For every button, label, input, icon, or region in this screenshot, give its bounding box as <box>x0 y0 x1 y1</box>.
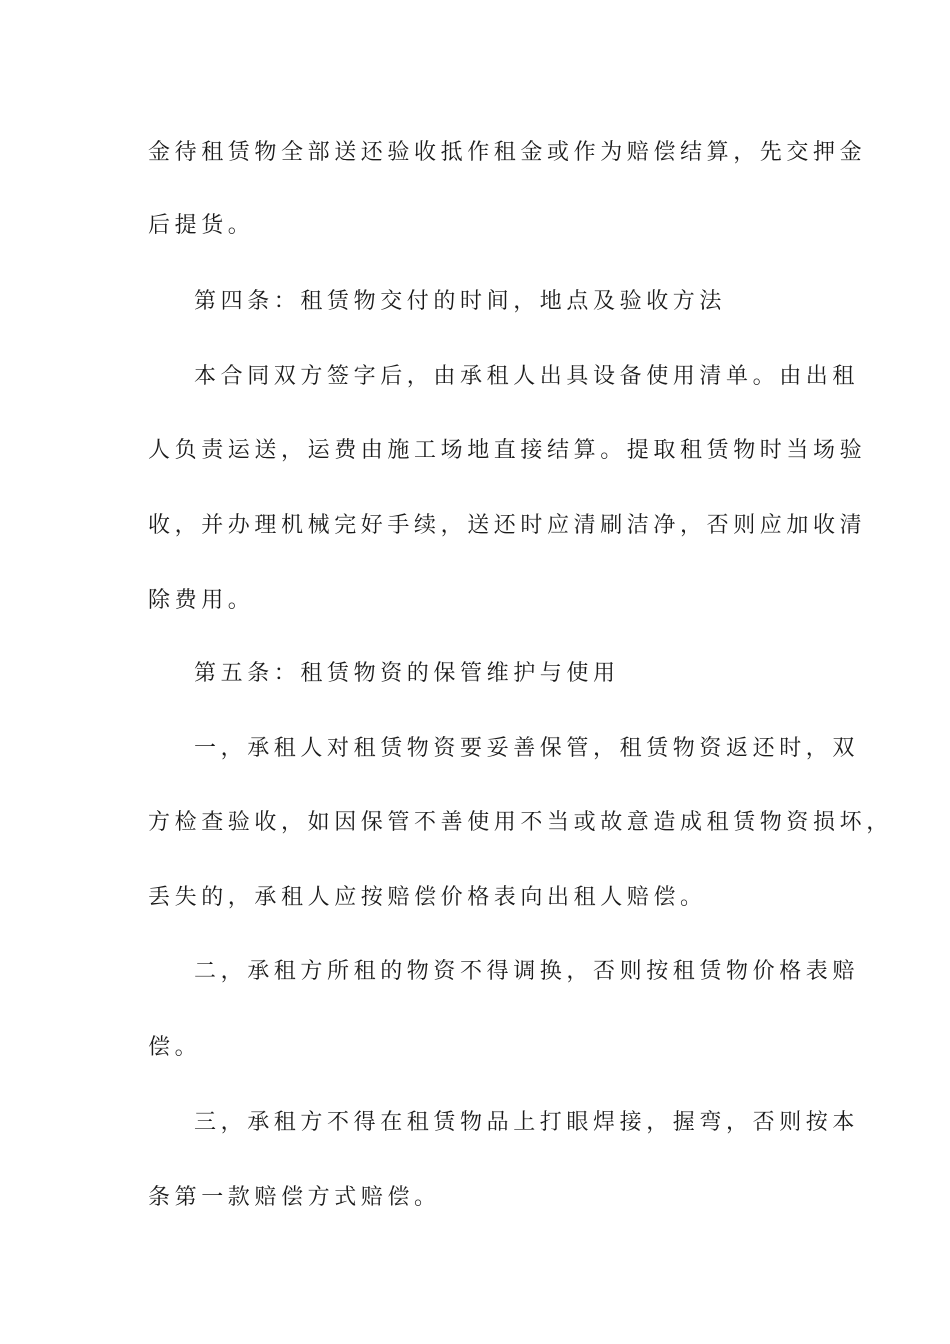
paragraph-line: 收，并办理机械完好手续，送还时应清刷洁净，否则应加收清 <box>148 513 867 538</box>
paragraph-line: 金待租赁物全部送还验收抵作租金或作为赔偿结算，先交押金 <box>148 140 867 165</box>
paragraph-line: 丢失的，承租人应按赔偿价格表向出租人赔偿。 <box>148 885 707 910</box>
paragraph-line: 除费用。 <box>148 588 255 613</box>
article-heading: 第五条：租赁物资的保管维护与使用 <box>194 661 620 686</box>
paragraph-line: 条第一款赔偿方式赔偿。 <box>148 1185 441 1210</box>
paragraph-line: 三，承租方不得在租赁物品上打眼焊接，握弯，否则按本 <box>194 1110 860 1135</box>
paragraph-line: 偿。 <box>148 1035 202 1060</box>
paragraph-line: 本合同双方签字后，由承租人出具设备使用清单。由出租 <box>194 364 860 389</box>
paragraph-line: 一，承租人对租赁物资要妥善保管，租赁物资返还时，双 <box>194 736 860 761</box>
paragraph-line: 方检查验收，如因保管不善使用不当或故意造成租赁物资损坏， <box>148 810 893 835</box>
paragraph-line: 后提货。 <box>148 213 255 238</box>
paragraph-line: 人负责运送，运费由施工场地直接结算。提取租赁物时当场验 <box>148 438 867 463</box>
paragraph-line: 二，承租方所租的物资不得调换，否则按租赁物价格表赔 <box>194 959 860 984</box>
article-heading: 第四条：租赁物交付的时间，地点及验收方法 <box>194 289 727 314</box>
